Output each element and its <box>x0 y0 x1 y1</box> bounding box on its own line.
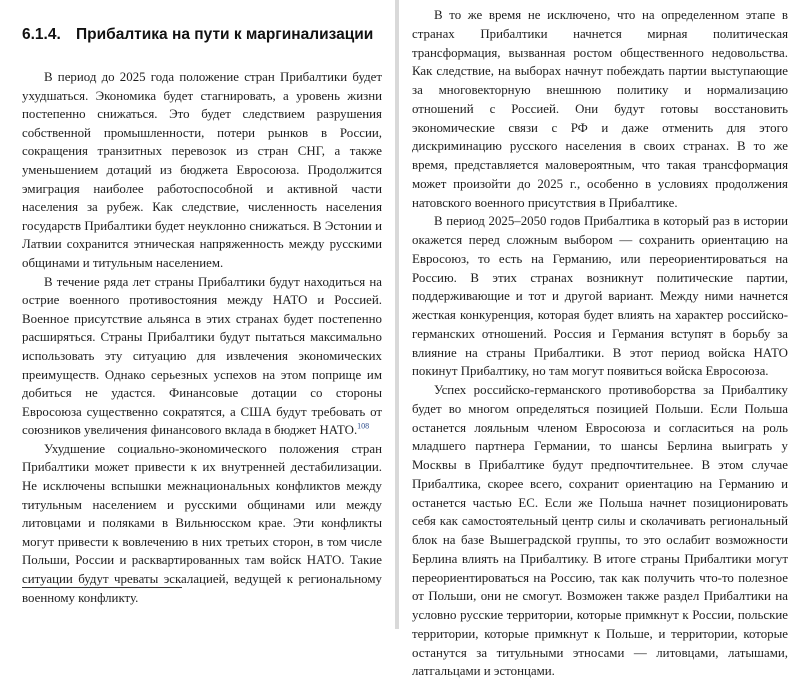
section-heading <box>22 26 382 44</box>
paragraph-text: В течение ряда лет страны Прибалтики будут находиться на острие военного противостояния между НАТО и Россией. Военное присутствие альянса в этих странах будет постепенно расширяться. Страны Прибалтики будут пытаться максимально использовать эту ситуацию для извлечения экономических преимуществ. Однако серьезных успехов на этом поприще им добиться не удастся. Финансовые дотации со стороны Евросоюза существенно сократятся, а США будут требовать от союзников увеличения финансового вклада в бюджет НАТО. <box>22 274 382 438</box>
paragraph-text: В то же время не исключено, что на определенном этапе в странах Прибалтики начнется мирная политическая трансформация, вызванная ростом общественного недовольства. Как следствие, на выборах начнут побеждать партии выступающие за многовекторную внешнюю политику и нормализацию отношений с Россией. Они будут готовы восстановить экономические связи с РФ и даже отменить для этого дискриминацию русского населения в своих странах. В то же время, представляется маловероятным, что такая трансформация может произойти до 2025 г., особенно в условиях продолжения натовского военного присутствия в Прибалтике. <box>412 8 788 210</box>
paragraph-text: Успех российско-германского противоборства за Прибалтику будет во многом определяться позицией Польши. Если Польша останется лояльным членом Евросоюза и согласиться на роль младшего партнера Германии, то шансы Берлина выиграть у Москвы в Прибалтике будут предпочтительнее. В этом случае Прибалтика, скорее всего, сохранит ориентацию на Германию и останется частью ЕС. Если же Польша начнет позиционировать себя как самостоятельный центр силы и сколачивать региональный блок на базе Вышеградской группы, то это ослабит возможности Берлина влиять на Прибалтику. В итоге страны Прибалтики могут переориентироваться на Россию, так как получить что-то полезное от Польши, они не смогут. Возможен также раздел Прибалтики на условно русские территории, которые примкнут к России, польские территории, которые примкнут к Польше, и территории, которые останутся за титульными этносами — литовцами, латышами, латгальцами и эстонцами. <box>412 383 788 679</box>
paragraph <box>412 6 788 212</box>
left-page <box>0 0 394 629</box>
footnote-separator <box>22 587 182 588</box>
paragraph <box>22 273 382 440</box>
paragraph-text: В период 2025–2050 годов Прибалтика в который раз в истории окажется перед сложным выбором — сохранить ориентацию на Евросоюз, то есть на Германию, или переориентироваться на Россию. В этих странах возникнут политические партии, поддерживающие и тот и другой вариант. Между ними начнется жесткая конкуренция, которая будет влиять на характер российско-германских отношений. Россия и Германия вступят в борьбу за влияние на страны Прибалтики. В этот период войска НАТО покинут Прибалтику, но там могут появиться войска Евросоюза. <box>412 214 788 379</box>
paragraph-text: В период до 2025 года положение стран Прибалтики будет ухудшаться. Экономика будет стагнировать, а уровень жизни постепенно снижаться. Это будет следствием разрушения собственной промышленности, потери рынков в России, сокращения транзитных перевозок из стран СНГ, а также уменьшением дотаций из бюджета Евросоюза. Продолжится эмиграция наиболее работоспособной и активной части населения за рубеж. Как следствие, численность населения государств Прибалтики будет неуклонно снижаться. В Эстонии и Латвии сохранится этническая напряженность между русскими общинами и титульным населением. <box>22 70 382 270</box>
paragraph <box>412 212 788 381</box>
paragraph <box>22 68 382 273</box>
section-number: 6.1.4. <box>22 26 61 43</box>
section-title: Прибалтика на пути к маргинализации <box>76 26 374 43</box>
paragraph-text: Ухудшение социально-экономического положения стран Прибалтики может привести к их внутренней дестабилизации. Не исключены вспышки межнациональных конфликтов между титульным населением и русскими общинами или между литовцами и поляками в Вильнюсском крае. Эти конфликты могут привести к вовлечению в них третьих сторон, в том числе Польши, России и расквартированных там войск НАТО. Такие ситуации будут чреваты эскалацией, ведущей к региональному военному конфликту. <box>22 441 382 605</box>
footnote-reference[interactable]: 108 <box>357 421 370 431</box>
page-gutter <box>395 0 399 629</box>
paragraph <box>412 381 788 681</box>
right-page <box>400 0 800 679</box>
paragraph <box>22 440 382 607</box>
